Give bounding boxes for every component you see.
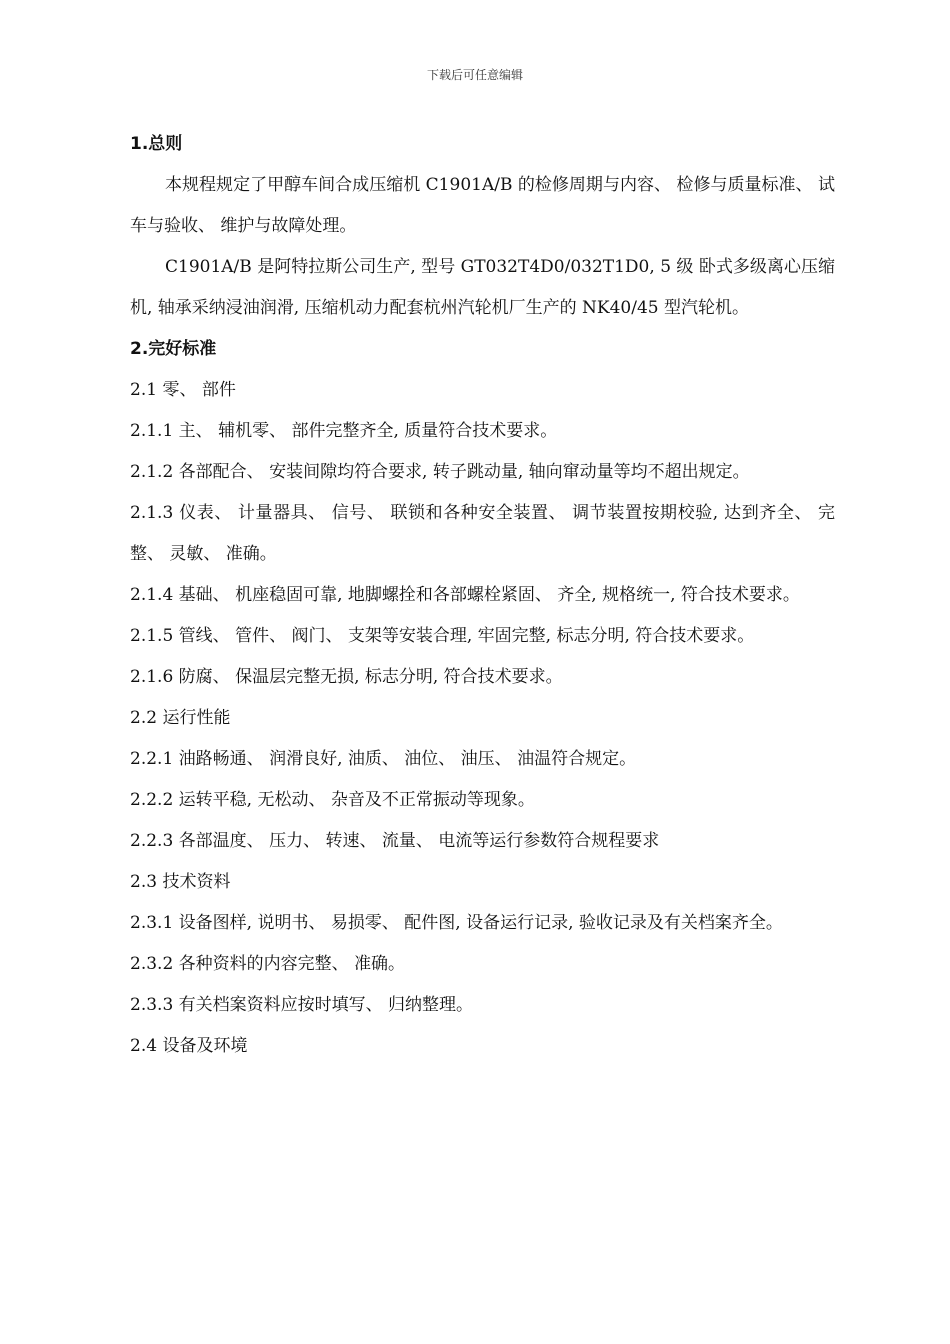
clause-2-2-3: 2.2.3 各部温度、 压力、 转速、 流量、 电流等运行参数符合规程要求 bbox=[130, 831, 660, 851]
clause-2-1-3: 2.1.3 仪表、 计量器具、 信号、 联锁和各种安全装置、 调节装置按期校验, 达到齐全、 完整、 灵敏、 准确。 bbox=[130, 503, 835, 564]
section-2-title: 2.完好标准 bbox=[130, 339, 217, 359]
clause-2-2-2: 2.2.2 运转平稳, 无松动、 杂音及不正常振动等现象。 bbox=[130, 790, 535, 810]
clause-2-4: 2.4 设备及环境 bbox=[130, 1036, 248, 1056]
clause-2-3: 2.3 技术资料 bbox=[130, 872, 231, 892]
clause-2-1-5: 2.1.5 管线、 管件、 阀门、 支架等安装合理, 牢固完整, 标志分明, 符合技术要求。 bbox=[130, 626, 755, 646]
clause-2-3-1: 2.3.1 设备图样, 说明书、 易损零、 配件图, 设备运行记录, 验收记录及有关档案齐全。 bbox=[130, 913, 783, 933]
document-body bbox=[130, 124, 835, 1067]
clause-2-1-4: 2.1.4 基础、 机座稳固可靠, 地脚螺拴和各部螺栓紧固、 齐全, 规格统一, 符合技术要求。 bbox=[130, 585, 800, 605]
clause-2-1-6: 2.1.6 防腐、 保温层完整无损, 标志分明, 符合技术要求。 bbox=[130, 667, 563, 687]
section-1-title: 1.总则 bbox=[130, 134, 183, 154]
clause-2-2-1: 2.2.1 油路畅通、 润滑良好, 油质、 油位、 油压、 油温符合规定。 bbox=[130, 749, 637, 769]
page-header: 下载后可任意编辑 bbox=[426, 68, 523, 82]
clause-2-3-3: 2.3.3 有关档案资料应按时填写、 归纳整理。 bbox=[130, 995, 474, 1015]
section-1-paragraph-2: C1901A/B 是阿特拉斯公司生产, 型号 GT032T4D0/032T1D0, 5 级 卧式多级离心压缩机, 轴承采纳浸油润滑, 压缩机动力配套杭州汽轮机厂生产的 NK40/45 型汽轮机。 bbox=[130, 257, 835, 318]
section-1-paragraph-1: 本规程规定了甲醇车间合成压缩机 C1901A/B 的检修周期与内容、 检修与质量标准、 试车与验收、 维护与故障处理。 bbox=[130, 175, 835, 236]
clause-2-1-2: 2.1.2 各部配合、 安装间隙均符合要求, 转子跳动量, 轴向窜动量等均不超出规定。 bbox=[130, 462, 750, 482]
clause-2-2: 2.2 运行性能 bbox=[130, 708, 231, 728]
clause-2-3-2: 2.3.2 各种资料的内容完整、 准确。 bbox=[130, 954, 406, 974]
clause-2-1: 2.1 零、 部件 bbox=[130, 380, 236, 400]
clause-2-1-1: 2.1.1 主、 辅机零、 部件完整齐全, 质量符合技术要求。 bbox=[130, 421, 558, 441]
